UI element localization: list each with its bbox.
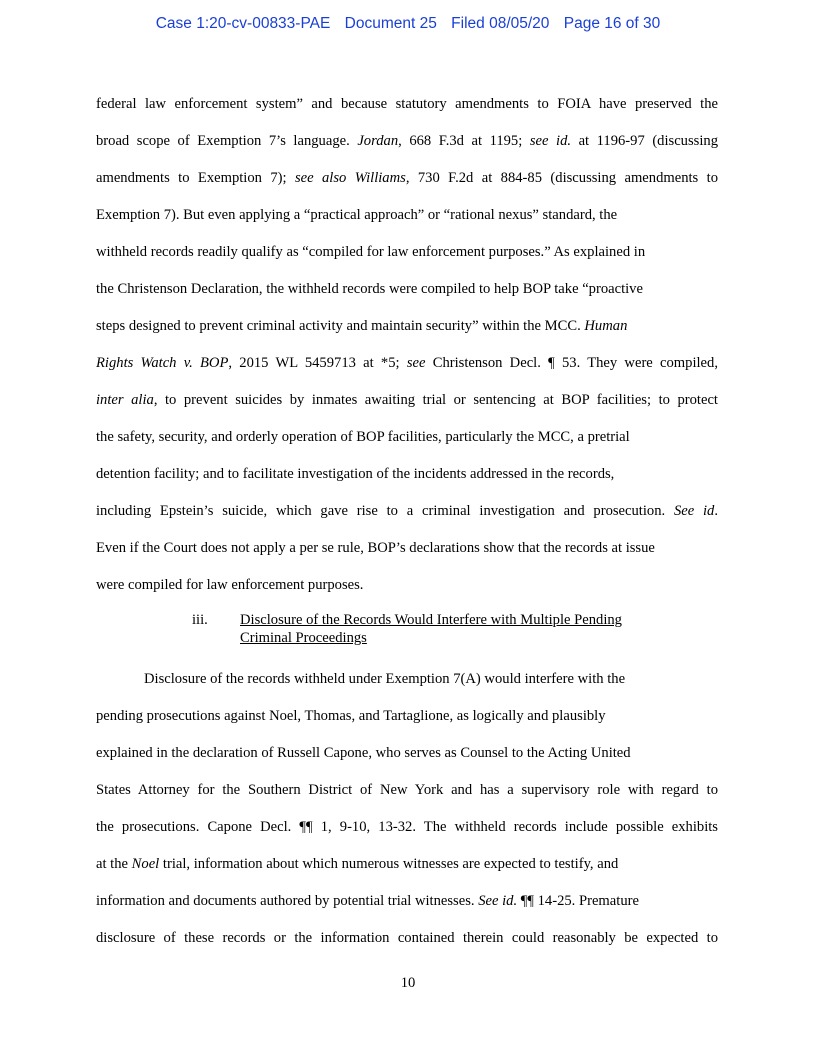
text-line: at the Noel trial, information about which numerous witnesses are expected to testify, and (96, 856, 619, 872)
text-line: Exemption 7). But even applying a “practical approach” or “rational nexus” standard, the (96, 207, 618, 223)
text-line: the prosecutions. Capone Decl. ¶¶ 1, 9-10, 13-32. The withheld records include possible exhibits (96, 819, 718, 835)
section-title-continued: Criminal Proceedings (240, 630, 367, 646)
citation-human-rights-watch: Rights Watch v. BOP (96, 355, 229, 371)
text-line: States Attorney for the Southern District of New York and has a supervisory role with regard to (96, 782, 718, 798)
section-number: iii. (192, 612, 208, 628)
text-line: pending prosecutions against Noel, Thomas, and Tartaglione, as logically and plausibly (96, 708, 606, 724)
text-line: the safety, security, and orderly operation of BOP facilities, particularly the MCC, a pretrial (96, 429, 630, 445)
text-line: including Epstein’s suicide, which gave rise to a criminal investigation and prosecution. See id. (96, 503, 718, 519)
text-line: the Christenson Declaration, the withheld records were compiled to help BOP take “proactive (96, 281, 643, 297)
text-line: detention facility; and to facilitate investigation of the incidents addressed in the records, (96, 466, 615, 482)
text-line: withheld records readily qualify as “compiled for law enforcement purposes.” As explained in (96, 244, 646, 260)
text-line: Even if the Court does not apply a per se rule, BOP’s declarations show that the records at issue (96, 540, 655, 556)
case-header (0, 15, 816, 33)
document-number: Document 25 (344, 15, 437, 32)
text-line: Rights Watch v. BOP, 2015 WL 5459713 at *5; see Christenson Decl. ¶ 53. They were compiled, (96, 355, 718, 371)
text-line: steps designed to prevent criminal activity and maintain security” within the MCC. Human (96, 318, 628, 334)
citation-williams: see also Williams (294, 170, 406, 186)
text-line: federal law enforcement system” and because statutory amendments to FOIA have preserved the (96, 96, 718, 112)
text-line: explained in the declaration of Russell Capone, who serves as Counsel to the Acting United (96, 745, 631, 761)
citation-jordan: Jordan (357, 133, 399, 149)
citation-noel: Noel (131, 856, 160, 872)
text-line: were compiled for law enforcement purposes. (96, 577, 364, 593)
page-count: Page 16 of 30 (563, 15, 661, 32)
text-line: disclosure of these records or the information contained therein could reasonably be expected to (96, 930, 718, 946)
text-line: broad scope of Exemption 7’s language. Jordan, 668 F.3d at 1195; see id. at 1196-97 (discussing (96, 133, 718, 149)
filed-date: Filed 08/05/20 (451, 15, 550, 32)
text-line: information and documents authored by potential trial witnesses. See id. ¶¶ 14-25. Premature (96, 893, 639, 909)
text-line: Disclosure of the records withheld under Exemption 7(A) would interfere with the (144, 671, 626, 687)
text-line: amendments to Exemption 7); see also Williams, 730 F.2d at 884-85 (discussing amendments to (96, 170, 718, 186)
section-title: Disclosure of the Records Would Interfere with Multiple Pending (240, 612, 622, 628)
case-number: Case 1:20-cv-00833-PAE (155, 15, 331, 32)
page-number: 10 (400, 975, 416, 991)
text-line: inter alia, to prevent suicides by inmates awaiting trial or sentencing at BOP facilities; to protect (96, 392, 718, 408)
